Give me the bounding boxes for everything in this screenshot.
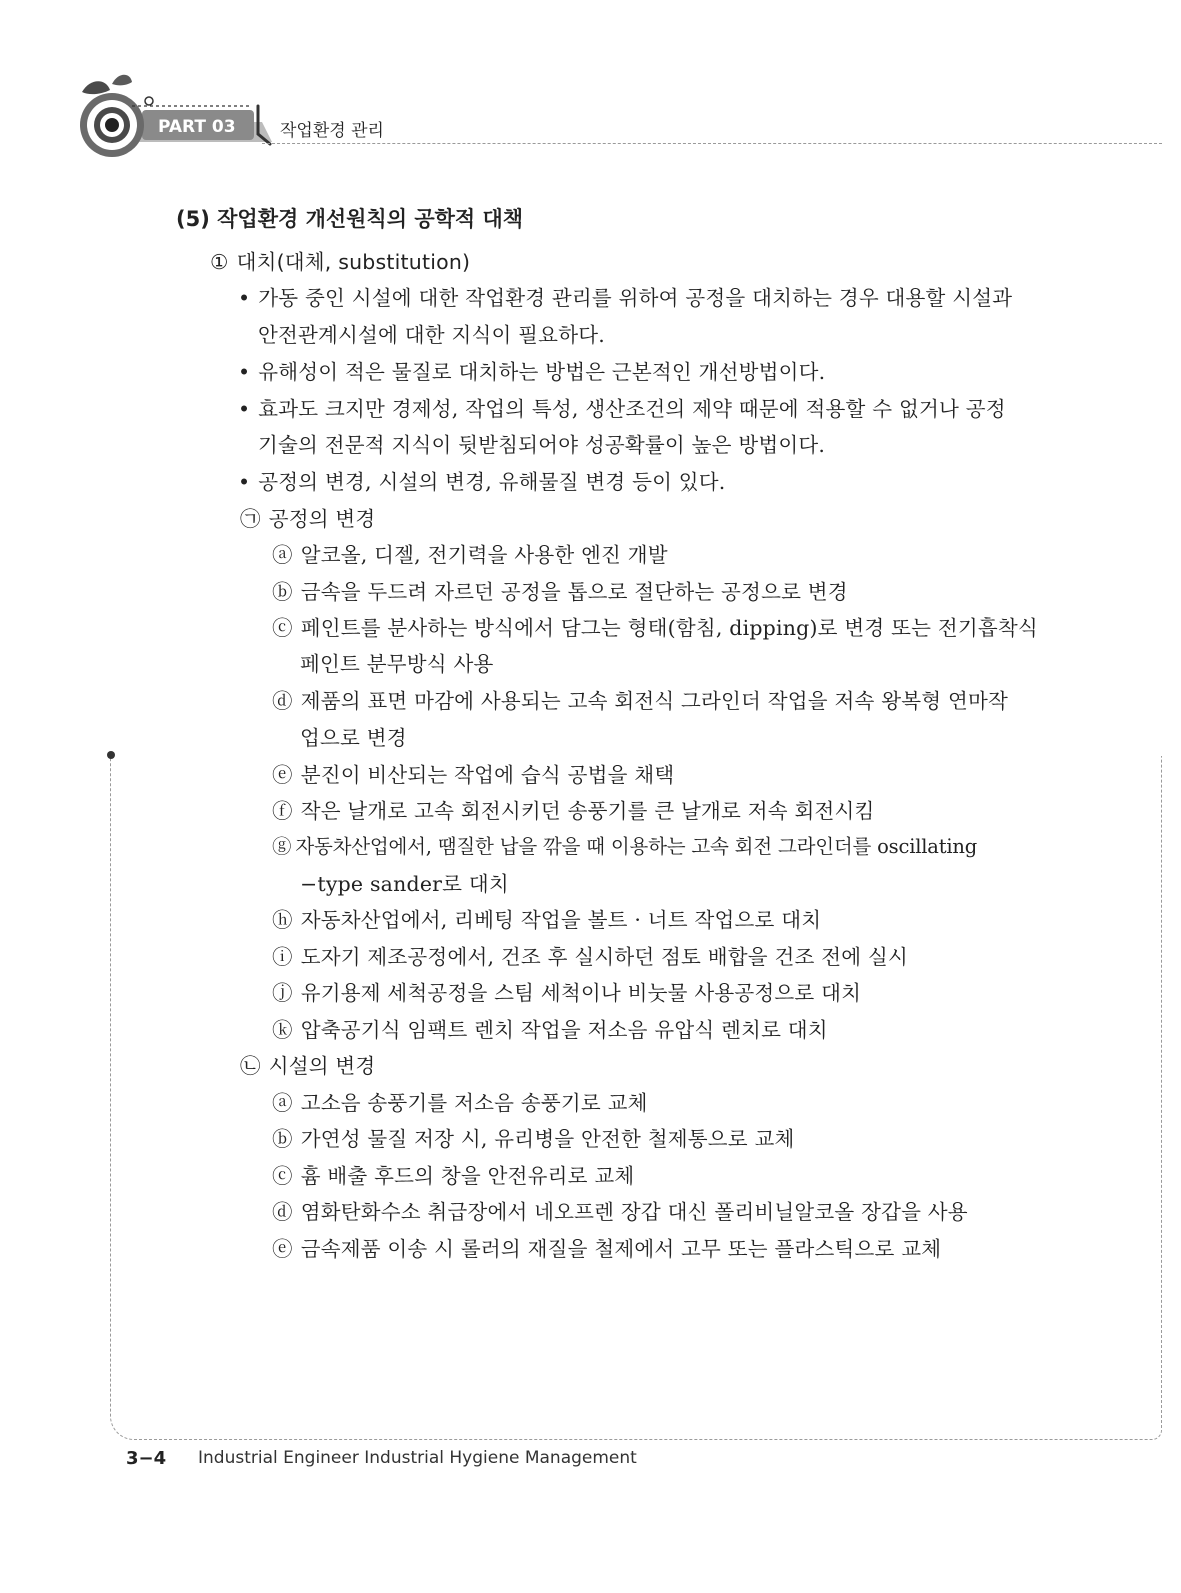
- list-marker: ⓒ: [272, 616, 293, 640]
- list-item: [272, 761, 674, 789]
- list-item: [272, 1016, 828, 1044]
- list-item: [272, 1125, 795, 1153]
- bullet-text: 가동 중인 시설에 대한 작업환경 관리를 위하여 공정을 대치하는 경우 대용할 시설과: [258, 286, 1013, 310]
- part-label: PART 03: [158, 117, 236, 137]
- list-item: [272, 1235, 941, 1263]
- list-marker: ⓙ: [272, 981, 293, 1005]
- list-marker: ⓖ: [272, 835, 292, 858]
- list-text: 유기용제 세척공정을 스팀 세척이나 비눗물 사용공정으로 대치: [300, 981, 862, 1005]
- list-marker: ⓘ: [272, 945, 293, 969]
- list-text: 도자기 제조공정에서, 건조 후 실시하던 점토 배합을 건조 전에 실시: [300, 945, 908, 969]
- list-item: [272, 541, 668, 569]
- chapter-title: 작업환경 관리: [280, 121, 384, 141]
- list-continuation: 페인트 분무방식 사용: [300, 652, 494, 676]
- subsection-marker: ㉠: [240, 507, 261, 531]
- list-item: [272, 578, 848, 606]
- list-continuation: 업으로 변경: [300, 726, 407, 750]
- part-badge-logo-icon: [72, 70, 272, 160]
- subsection-title: 시설의 변경: [268, 1054, 376, 1078]
- section-title: (5) 작업환경 개선원칙의 공학적 대책: [176, 207, 524, 231]
- list-text: 금속을 두드려 자르던 공정을 톱으로 절단하는 공정으로 변경: [300, 580, 848, 604]
- list-marker: ⓑ: [272, 580, 293, 604]
- list-item: [272, 943, 908, 971]
- subsection-title: 공정의 변경: [268, 507, 376, 531]
- list-item: [272, 1162, 634, 1190]
- list-marker: ⓐ: [272, 543, 293, 567]
- list-text: 자동차산업에서, 땜질한 납을 깎을 때 이용하는 고속 회전 그라인더를 oscillating: [295, 835, 978, 858]
- bullet-item: [238, 358, 825, 386]
- list-text: 염화탄화수소 취급장에서 네오프렌 장갑 대신 폴리비닐알코올 장갑을 사용: [300, 1200, 968, 1224]
- bullet-item: [238, 468, 726, 496]
- header-slash-icon: [250, 104, 274, 148]
- list-item: [272, 979, 861, 1007]
- bullet-text: 유해성이 적은 물질로 대치하는 방법은 근본적인 개선방법이다.: [258, 360, 826, 384]
- item-marker: ①: [210, 250, 229, 274]
- list-item: [272, 1198, 968, 1226]
- book-title: Industrial Engineer Industrial Hygiene Management: [198, 1448, 637, 1468]
- header-divider: [262, 143, 1162, 144]
- list-marker: ⓗ: [272, 908, 293, 932]
- list-item: [272, 833, 977, 861]
- list-text: 분진이 비산되는 작업에 습식 공법을 채택: [300, 763, 675, 787]
- list-marker: ⓚ: [272, 1018, 293, 1042]
- bullet-item: [238, 284, 1012, 312]
- bullet-continuation: 안전관계시설에 대한 지식이 필요하다.: [258, 323, 605, 347]
- bullet-marker: •: [238, 397, 251, 421]
- list-text: 가연성 물질 저장 시, 유리병을 안전한 철제통으로 교체: [300, 1127, 795, 1151]
- list-item: [272, 687, 1008, 715]
- list-text: 금속제품 이송 시 롤러의 재질을 철제에서 고무 또는 플라스틱으로 교체: [300, 1237, 942, 1261]
- item-heading: [210, 248, 470, 276]
- list-marker: ⓓ: [272, 1200, 293, 1224]
- list-marker: ⓑ: [272, 1127, 293, 1151]
- item-title: 대치(대체, substitution): [236, 250, 471, 274]
- bullet-marker: •: [238, 470, 251, 494]
- list-marker: ⓔ: [272, 763, 293, 787]
- list-text: 고소음 송풍기를 저소음 송풍기로 교체: [300, 1091, 648, 1115]
- list-text: 작은 날개로 고속 회전시키던 송풍기를 큰 날개로 저속 회전시킴: [300, 799, 875, 823]
- list-marker: ⓐ: [272, 1091, 293, 1115]
- list-item: [272, 797, 875, 825]
- subsection-heading: [240, 505, 375, 533]
- bullet-continuation: 기술의 전문적 지식이 뒷받침되어야 성공확률이 높은 방법이다.: [258, 433, 826, 457]
- list-text: 압축공기식 임팩트 렌치 작업을 저소음 유압식 렌치로 대치: [300, 1018, 828, 1042]
- page-number: 3−4: [126, 1448, 167, 1469]
- list-text: 알코올, 디젤, 전기력을 사용한 엔진 개발: [300, 543, 668, 567]
- bullet-text: 효과도 크지만 경제성, 작업의 특성, 생산조건의 제약 때문에 적용할 수 없거나 공정: [258, 397, 1006, 421]
- bullet-marker: •: [238, 286, 251, 310]
- bullet-item: [238, 395, 1006, 423]
- list-text: 페인트를 분사하는 방식에서 담그는 형태(함침, dipping)로 변경 또는 전기흡착식: [300, 616, 1038, 640]
- list-marker: ⓔ: [272, 1237, 293, 1261]
- frame-dot: [107, 751, 115, 759]
- list-text: 흄 배출 후드의 창을 안전유리로 교체: [300, 1164, 635, 1188]
- list-item: [272, 906, 821, 934]
- list-marker: ⓒ: [272, 1164, 293, 1188]
- list-text: 제품의 표면 마감에 사용되는 고속 회전식 그라인더 작업을 저속 왕복형 연마작: [300, 689, 1008, 713]
- bullet-marker: •: [238, 360, 251, 384]
- list-continuation: −type sander로 대치: [300, 872, 509, 896]
- subsection-heading: [240, 1052, 375, 1080]
- list-item: [272, 1089, 648, 1117]
- list-marker: ⓓ: [272, 689, 293, 713]
- bullet-text: 공정의 변경, 시설의 변경, 유해물질 변경 등이 있다.: [258, 470, 726, 494]
- subsection-marker: ㉡: [240, 1054, 261, 1078]
- list-item: [272, 614, 1038, 642]
- list-marker: ⓕ: [272, 799, 293, 823]
- list-text: 자동차산업에서, 리베팅 작업을 볼트 · 너트 작업으로 대치: [300, 908, 822, 932]
